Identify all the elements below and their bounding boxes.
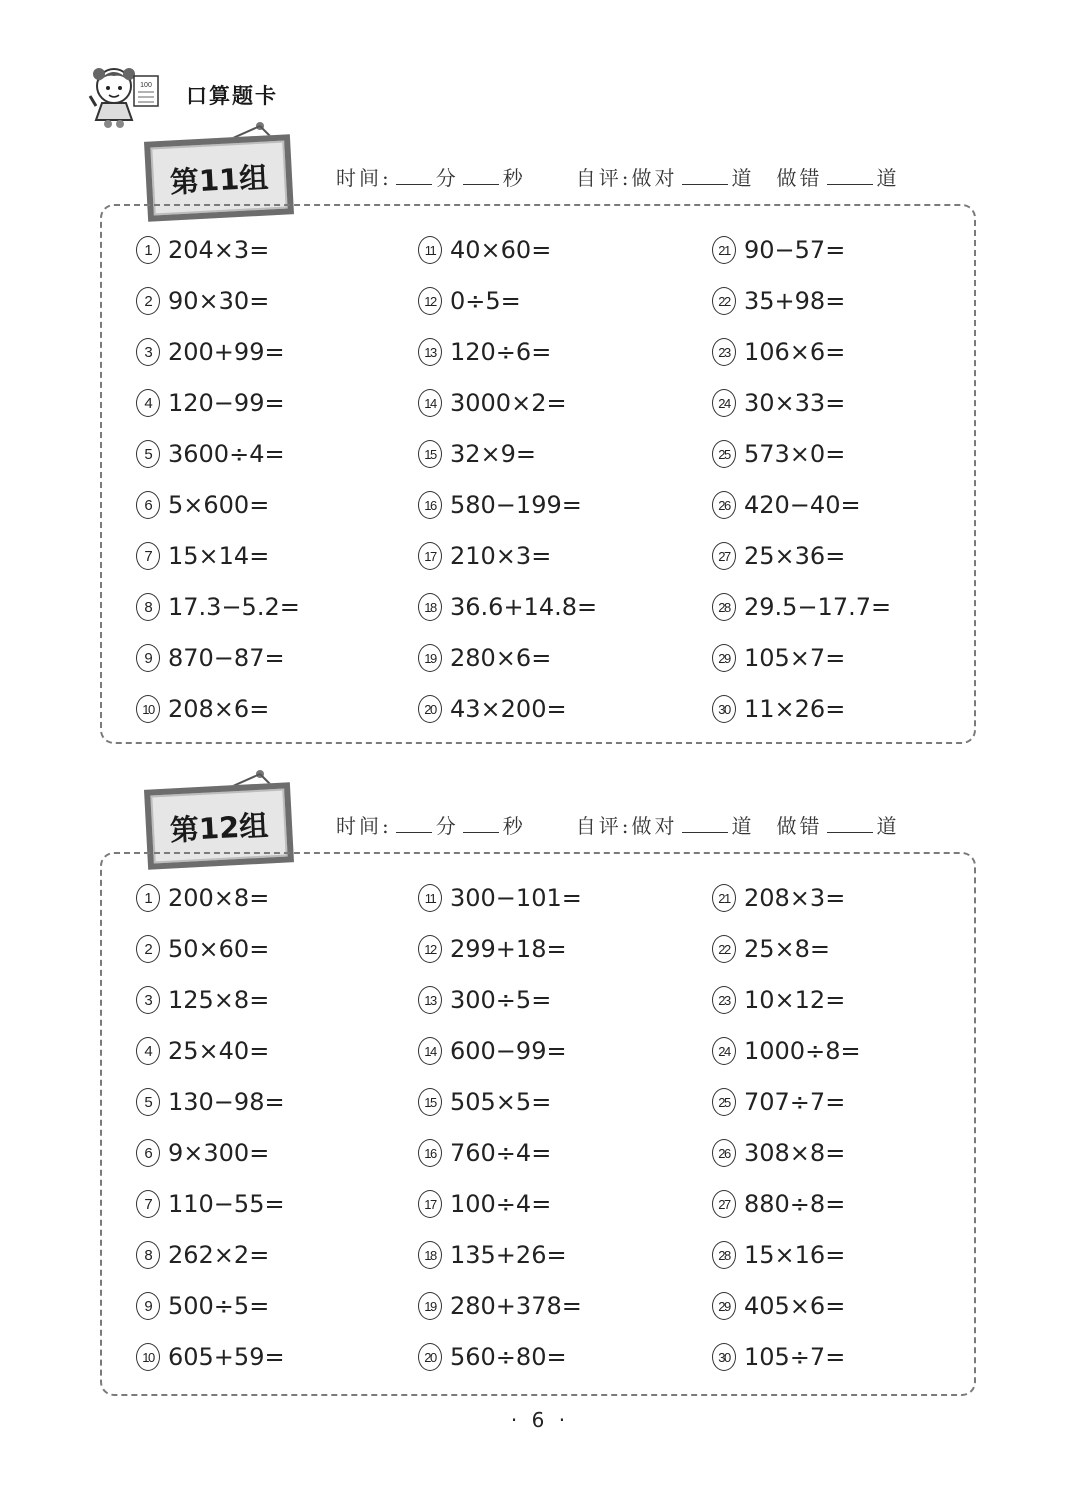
problem-number: 28 — [712, 593, 736, 621]
problem-number: 23 — [712, 338, 736, 366]
seconds-blank[interactable] — [463, 814, 499, 833]
problem-expression: 707÷7= — [744, 1088, 846, 1116]
problem-item — [712, 1037, 861, 1065]
problem-number: 4 — [136, 389, 160, 417]
problem-expression: 505×5= — [450, 1088, 552, 1116]
problem-expression: 299+18= — [450, 935, 567, 963]
problem-number: 22 — [712, 935, 736, 963]
problem-number: 19 — [418, 1292, 442, 1320]
problem-item — [712, 1292, 845, 1320]
problem-item — [712, 542, 845, 570]
problem-item — [136, 1292, 269, 1320]
problem-item — [136, 1088, 285, 1116]
problem-number: 1 — [136, 884, 160, 912]
problem-number: 18 — [418, 1241, 442, 1269]
seconds-blank[interactable] — [463, 166, 499, 185]
time-label: 时间 — [336, 166, 382, 190]
problem-expression: 560÷80= — [450, 1343, 567, 1371]
problem-expression: 10×12= — [744, 986, 846, 1014]
problem-item — [418, 644, 551, 672]
problem-expression: 43×200= — [450, 695, 567, 723]
problem-expression: 420−40= — [744, 491, 861, 519]
problem-number: 10 — [136, 695, 160, 723]
problem-expression: 200×8= — [168, 884, 270, 912]
problem-number: 20 — [418, 695, 442, 723]
problem-item — [136, 644, 285, 672]
problem-expression: 15×16= — [744, 1241, 846, 1269]
problem-expression: 35+98= — [744, 287, 846, 315]
problem-expression: 105×7= — [744, 644, 846, 672]
correct-blank[interactable] — [682, 814, 728, 833]
problem-number: 13 — [418, 338, 442, 366]
problem-item — [418, 1343, 567, 1371]
problem-number: 6 — [136, 491, 160, 519]
problem-number: 22 — [712, 287, 736, 315]
seconds-label: 秒 — [502, 166, 526, 190]
problem-expression: 90×30= — [168, 287, 270, 315]
problem-number: 10 — [136, 1343, 160, 1371]
problem-item — [712, 1190, 845, 1218]
problem-expression: 573×0= — [744, 440, 846, 468]
problem-number: 4 — [136, 1037, 160, 1065]
problem-number: 9 — [136, 1292, 160, 1320]
minutes-blank[interactable] — [396, 166, 432, 185]
problem-item — [418, 287, 521, 315]
problem-item — [136, 1241, 269, 1269]
problem-item — [136, 1190, 285, 1218]
problem-item — [418, 1139, 551, 1167]
page-number: · 6 · — [510, 1408, 570, 1432]
problem-number: 30 — [712, 1343, 736, 1371]
score-line: 时间: 分 秒 自评:做对 道 做错 道 — [336, 814, 900, 838]
problem-number: 11 — [418, 236, 442, 264]
problem-expression: 308×8= — [744, 1139, 846, 1167]
wrong-label: 做错 — [776, 814, 823, 838]
problem-number: 15 — [418, 1088, 442, 1116]
seconds-label: 秒 — [502, 814, 526, 838]
problem-expression: 11×26= — [744, 695, 846, 723]
problem-number: 2 — [136, 287, 160, 315]
problem-number: 11 — [418, 884, 442, 912]
score-line: 时间: 分 秒 自评:做对 道 做错 道 — [336, 166, 900, 190]
problem-expression: 600−99= — [450, 1037, 567, 1065]
problem-number: 1 — [136, 236, 160, 264]
problem-expression: 204×3= — [168, 236, 270, 264]
problem-expression: 15×14= — [168, 542, 270, 570]
problem-number: 5 — [136, 1088, 160, 1116]
problem-number: 2 — [136, 935, 160, 963]
problem-expression: 200+99= — [168, 338, 285, 366]
problem-number: 13 — [418, 986, 442, 1014]
problem-expression: 210×3= — [450, 542, 552, 570]
book-title: 口算题卡 — [186, 84, 278, 108]
problem-number: 5 — [136, 440, 160, 468]
correct-blank[interactable] — [682, 166, 728, 185]
problem-item — [136, 491, 269, 519]
problem-item — [136, 287, 269, 315]
wrong-label: 做错 — [776, 166, 823, 190]
wrong-blank[interactable] — [827, 814, 873, 833]
problem-expression: 605+59= — [168, 1343, 285, 1371]
problem-item — [712, 986, 845, 1014]
problem-expression: 106×6= — [744, 338, 846, 366]
problem-expression: 110−55= — [168, 1190, 285, 1218]
problem-item — [712, 1241, 845, 1269]
problem-item — [136, 389, 285, 417]
problem-expression: 9×300= — [168, 1139, 270, 1167]
problem-expression: 3600÷4= — [168, 440, 285, 468]
problem-item — [418, 1190, 551, 1218]
problem-item — [418, 338, 551, 366]
problem-number: 27 — [712, 1190, 736, 1218]
problem-expression: 17.3−5.2= — [168, 593, 300, 621]
problem-number: 8 — [136, 593, 160, 621]
problem-number: 29 — [712, 644, 736, 672]
problem-expression: 0÷5= — [450, 287, 521, 315]
problem-item — [136, 236, 269, 264]
group-title: 第12组 — [144, 782, 294, 870]
problem-expression: 105÷7= — [744, 1343, 846, 1371]
problem-item — [712, 1343, 845, 1371]
problem-number: 29 — [712, 1292, 736, 1320]
problem-item — [418, 542, 551, 570]
problem-item — [136, 986, 269, 1014]
problem-item — [418, 1292, 582, 1320]
problem-number: 25 — [712, 440, 736, 468]
problem-expression: 580−199= — [450, 491, 582, 519]
problem-number: 6 — [136, 1139, 160, 1167]
problem-number: 21 — [712, 236, 736, 264]
correct-label: 做对 — [631, 166, 678, 190]
problem-number: 16 — [418, 491, 442, 519]
problem-number: 20 — [418, 1343, 442, 1371]
problem-number: 23 — [712, 986, 736, 1014]
problem-expression: 500÷5= — [168, 1292, 270, 1320]
problem-expression: 29.5−17.7= — [744, 593, 892, 621]
problem-item — [418, 884, 582, 912]
problem-number: 7 — [136, 1190, 160, 1218]
problem-number: 12 — [418, 935, 442, 963]
problem-expression: 3000×2= — [450, 389, 567, 417]
problem-expression: 25×36= — [744, 542, 846, 570]
problem-expression: 1000÷8= — [744, 1037, 861, 1065]
group-title: 第11组 — [144, 134, 294, 222]
self-eval-label: 自评 — [575, 814, 622, 838]
problem-expression: 208×3= — [744, 884, 846, 912]
unit-label: 道 — [876, 814, 900, 838]
problem-item — [136, 1139, 269, 1167]
problem-item — [136, 440, 285, 468]
problem-expression: 135+26= — [450, 1241, 567, 1269]
problem-item — [712, 338, 845, 366]
unit-label: 道 — [731, 166, 755, 190]
problem-expression: 90−57= — [744, 236, 846, 264]
problem-number: 24 — [712, 389, 736, 417]
problem-expression: 40×60= — [450, 236, 552, 264]
problem-number: 28 — [712, 1241, 736, 1269]
problem-number: 12 — [418, 287, 442, 315]
problem-number: 21 — [712, 884, 736, 912]
problem-number: 24 — [712, 1037, 736, 1065]
problem-number: 15 — [418, 440, 442, 468]
problem-expression: 32×9= — [450, 440, 537, 468]
problem-item — [418, 593, 597, 621]
problem-item — [712, 1139, 845, 1167]
problem-expression: 262×2= — [168, 1241, 270, 1269]
minutes-label: 分 — [435, 166, 459, 190]
problem-expression: 280+378= — [450, 1292, 582, 1320]
problem-expression: 300÷5= — [450, 986, 552, 1014]
problem-number: 14 — [418, 1037, 442, 1065]
problem-number: 8 — [136, 1241, 160, 1269]
problem-number: 3 — [136, 986, 160, 1014]
problem-item — [712, 935, 830, 963]
problem-item — [418, 1088, 551, 1116]
problem-number: 30 — [712, 695, 736, 723]
problem-number: 16 — [418, 1139, 442, 1167]
problem-item — [136, 542, 269, 570]
problem-item — [418, 491, 582, 519]
problem-item — [418, 1037, 567, 1065]
problem-item — [418, 935, 567, 963]
problem-item — [418, 695, 567, 723]
problem-item — [712, 695, 845, 723]
problem-item — [712, 389, 845, 417]
problem-number: 9 — [136, 644, 160, 672]
problem-item — [712, 593, 891, 621]
problem-expression: 30×33= — [744, 389, 846, 417]
correct-label: 做对 — [631, 814, 678, 838]
problem-item — [136, 593, 300, 621]
problem-item — [712, 440, 845, 468]
unit-label: 道 — [876, 166, 900, 190]
problem-expression: 280×6= — [450, 644, 552, 672]
problem-item — [712, 644, 845, 672]
problem-item — [712, 287, 845, 315]
problem-expression: 25×40= — [168, 1037, 270, 1065]
problem-number: 7 — [136, 542, 160, 570]
problem-item — [136, 884, 269, 912]
problem-expression: 405×6= — [744, 1292, 846, 1320]
problem-expression: 760÷4= — [450, 1139, 552, 1167]
minutes-label: 分 — [435, 814, 459, 838]
problem-item — [136, 338, 285, 366]
problem-expression: 120−99= — [168, 389, 285, 417]
problem-item — [418, 986, 551, 1014]
problem-number: 26 — [712, 491, 736, 519]
problem-number: 27 — [712, 542, 736, 570]
problem-item — [418, 1241, 567, 1269]
problem-number: 18 — [418, 593, 442, 621]
problem-item — [136, 1343, 285, 1371]
problem-expression: 5×600= — [168, 491, 270, 519]
mascot-sign-text: 100 — [140, 82, 152, 89]
problem-item — [136, 695, 269, 723]
problem-expression: 870−87= — [168, 644, 285, 672]
problem-item — [418, 440, 536, 468]
problem-number: 26 — [712, 1139, 736, 1167]
problem-item — [712, 884, 845, 912]
problem-item — [712, 236, 845, 264]
problem-expression: 880÷8= — [744, 1190, 846, 1218]
wrong-blank[interactable] — [827, 166, 873, 185]
problem-item — [712, 1088, 845, 1116]
problem-number: 17 — [418, 1190, 442, 1218]
time-label: 时间 — [336, 814, 382, 838]
problem-item — [712, 491, 861, 519]
self-eval-label: 自评 — [575, 166, 622, 190]
problem-expression: 25×8= — [744, 935, 831, 963]
problem-item — [418, 236, 551, 264]
problem-number: 3 — [136, 338, 160, 366]
minutes-blank[interactable] — [396, 814, 432, 833]
problem-item — [136, 935, 269, 963]
problem-item — [418, 389, 567, 417]
problem-expression: 36.6+14.8= — [450, 593, 598, 621]
problem-expression: 208×6= — [168, 695, 270, 723]
problem-expression: 125×8= — [168, 986, 270, 1014]
problem-expression: 120÷6= — [450, 338, 552, 366]
unit-label: 道 — [731, 814, 755, 838]
problem-expression: 100÷4= — [450, 1190, 552, 1218]
girl-mascot-icon — [88, 62, 168, 128]
problem-number: 17 — [418, 542, 442, 570]
problem-expression: 130−98= — [168, 1088, 285, 1116]
problem-expression: 50×60= — [168, 935, 270, 963]
problem-item — [136, 1037, 269, 1065]
problem-expression: 300−101= — [450, 884, 582, 912]
problem-number: 14 — [418, 389, 442, 417]
problem-number: 25 — [712, 1088, 736, 1116]
problem-number: 19 — [418, 644, 442, 672]
